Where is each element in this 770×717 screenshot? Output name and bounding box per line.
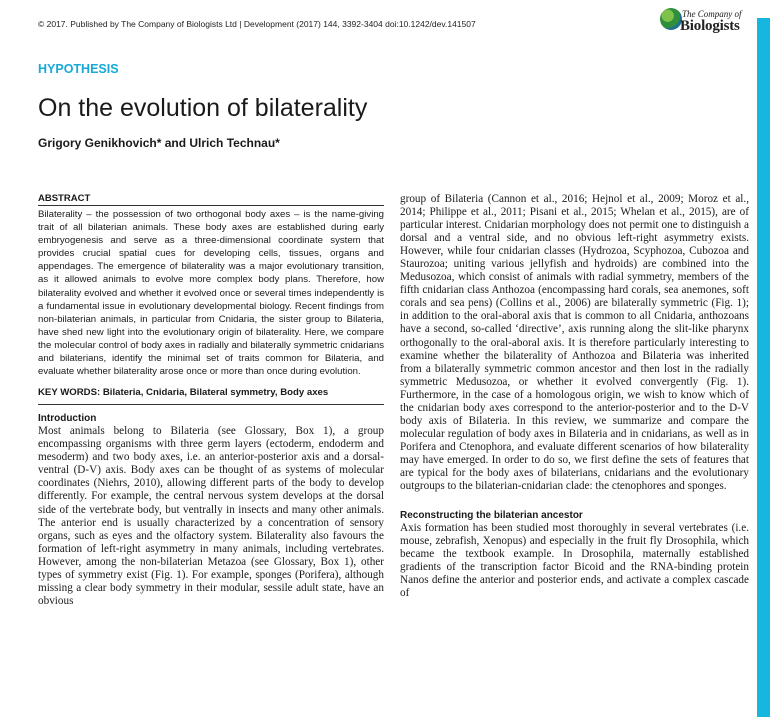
section-heading-reconstructing: Reconstructing the bilaterian ancestor [400, 510, 583, 522]
logo-globe-icon [660, 8, 682, 30]
abstract-heading: ABSTRACT [38, 193, 384, 206]
publisher-logo[interactable] [660, 8, 752, 36]
introduction-paragraph: Most animals belong to Bilateria (see Glossary, Box 1), a group encompassing organisms with three germ layers (ectoderm, endoderm and mesoderm) and two body axes, i.e. an anterior-posterior axis and a dorsal-ventral (D-V) axis. Body axes can be thought of as systems of molecular coordinates (Niehrs, 2010), allowing different parts of the body to develop differently. For example, the central nervous system develops at the dorsal side of the vertebrate body, but ventrally in insects and many other animals. The anterior end is usually characterized by a concentration of sensory organs, such as eyes and the olfactory system. Bilaterality also favours the formation of left-right asymmetry in many animals, including vertebrates. However, among the non-bilaterian Metazoa (see Glossary, Box 1), other types of symmetry exist (Fig. 1). For example, sponges (Porifera), although missing a clear body symmetry in their modular, sessile adult state, have an obvious [38, 425, 384, 607]
right-paragraph-1: group of Bilateria (Cannon et al., 2016; Hejnol et al., 2009; Moroz et al., 2014; Philippe et al., 2011; Pisani et al., 2015; Whelan et al., 2015), are of particular interest. Cnidarian morphology does not permit one to distinguish a dorsal and a ventral side, and no obvious left-right asymmetry exists. However, while four cnidarian classes (Hydrozoa, Scyphozoa, Cubozoa and Staurozoa; uniting various jellyfish and hydroids) are combined into the Medusozoa, which consist of animals with radial symmetry, members of the fifth cnidarian class Anthozoa (encompassing hard corals, sea anemones, soft corals and sea pens) (Collins et al., 2006) are bilaterally symmetric (Fig. 1); in addition to the oral-aboral axis that is common to all Cnidaria, anthozoans have a second, so-called ‘directive’, axis running along the slit-like pharynx orthogonally to the oral-aboral axis. It is therefore particularly interesting to examine whether the bilaterality of Anthozoa and Bilateria was inherited from a bilaterally symmetric common ancestor and then lost in the radially symmetric Medusozoa, or whether it evolved convergently (Fig. 1). Furthermore, in the case of a homologous origin, we wish to know which of the cnidarian body axes correspond to the anterior-posterior and to the D-V body axis of Bilateria. In this review, we summarize and compare the molecular regulation of body axes in Bilateria and in cnidarians, as well as in Porifera and Ctenophora, and evaluate different scenarios of how bilaterality may have emerged. In order to do so, we first define the sets of features that are typical for the body axes of bilaterians, cnidarians and the evolutionary outgroups to the bilaterian-cnidarian clade: the ctenophores and sponges. [400, 193, 749, 493]
logo-text-big: Biologists [680, 18, 740, 34]
logo-text-small: The Company of [682, 9, 742, 19]
keywords: KEY WORDS: Bilateria, Cnidaria, Bilateral symmetry, Body axes [38, 387, 384, 405]
abstract-text: Bilaterality – the possession of two orthogonal body axes – is the name-giving trait of all bilaterian animals. These body axes are established during early embryogenesis and serve as a three-dimensional coordinate system that provides crucial spatial cues for developing cells, tissues, organs and appendages. The emergence of bilaterality was a major evolutionary transition, as it allowed animals to evolve more complex body plans. Therefore, how bilaterality evolved and whether it evolved once or several times independently is a fundamental issue in evolutionary developmental biology. Recent findings from non-bilaterian animals, in particular from Cnidaria, the sister group to Bilateria, have shed new light into the evolutionary origin of bilaterality. Here, we compare the molecular control of body axes in radially and bilaterally symmetric cnidarians and bilaterians, identify the minimal set of traits common for Bilateria, and evaluate whether bilaterality arose once or more than once during evolution. [38, 209, 384, 378]
introduction-heading: Introduction [38, 413, 97, 425]
right-column [400, 193, 749, 600]
author-list: Grigory Genikhovich* and Ulrich Technau* [38, 136, 280, 150]
journal-citation: © 2017. Published by The Company of Biologists Ltd | Development (2017) 144, 3392-3404 doi:10.1242/dev.141507 [38, 19, 476, 29]
right-paragraph-2: Axis formation has been studied most thoroughly in several vertebrates (i.e. mouse, zebrafish, Xenopus) and especially in the fruit fly Drosophila, which became the textbook example. In Drosophila, maternally established gradients of the transcription factor Bicoid and the RNA-binding protein Nanos define the anterior and posterior ends, and activate a complex cascade of [400, 522, 749, 600]
article-title: On the evolution of bilaterality [38, 94, 368, 122]
left-column [38, 193, 384, 608]
paragraph-gap [400, 493, 749, 502]
article-type-label: HYPOTHESIS [38, 62, 119, 76]
accent-sidebar [757, 18, 770, 717]
